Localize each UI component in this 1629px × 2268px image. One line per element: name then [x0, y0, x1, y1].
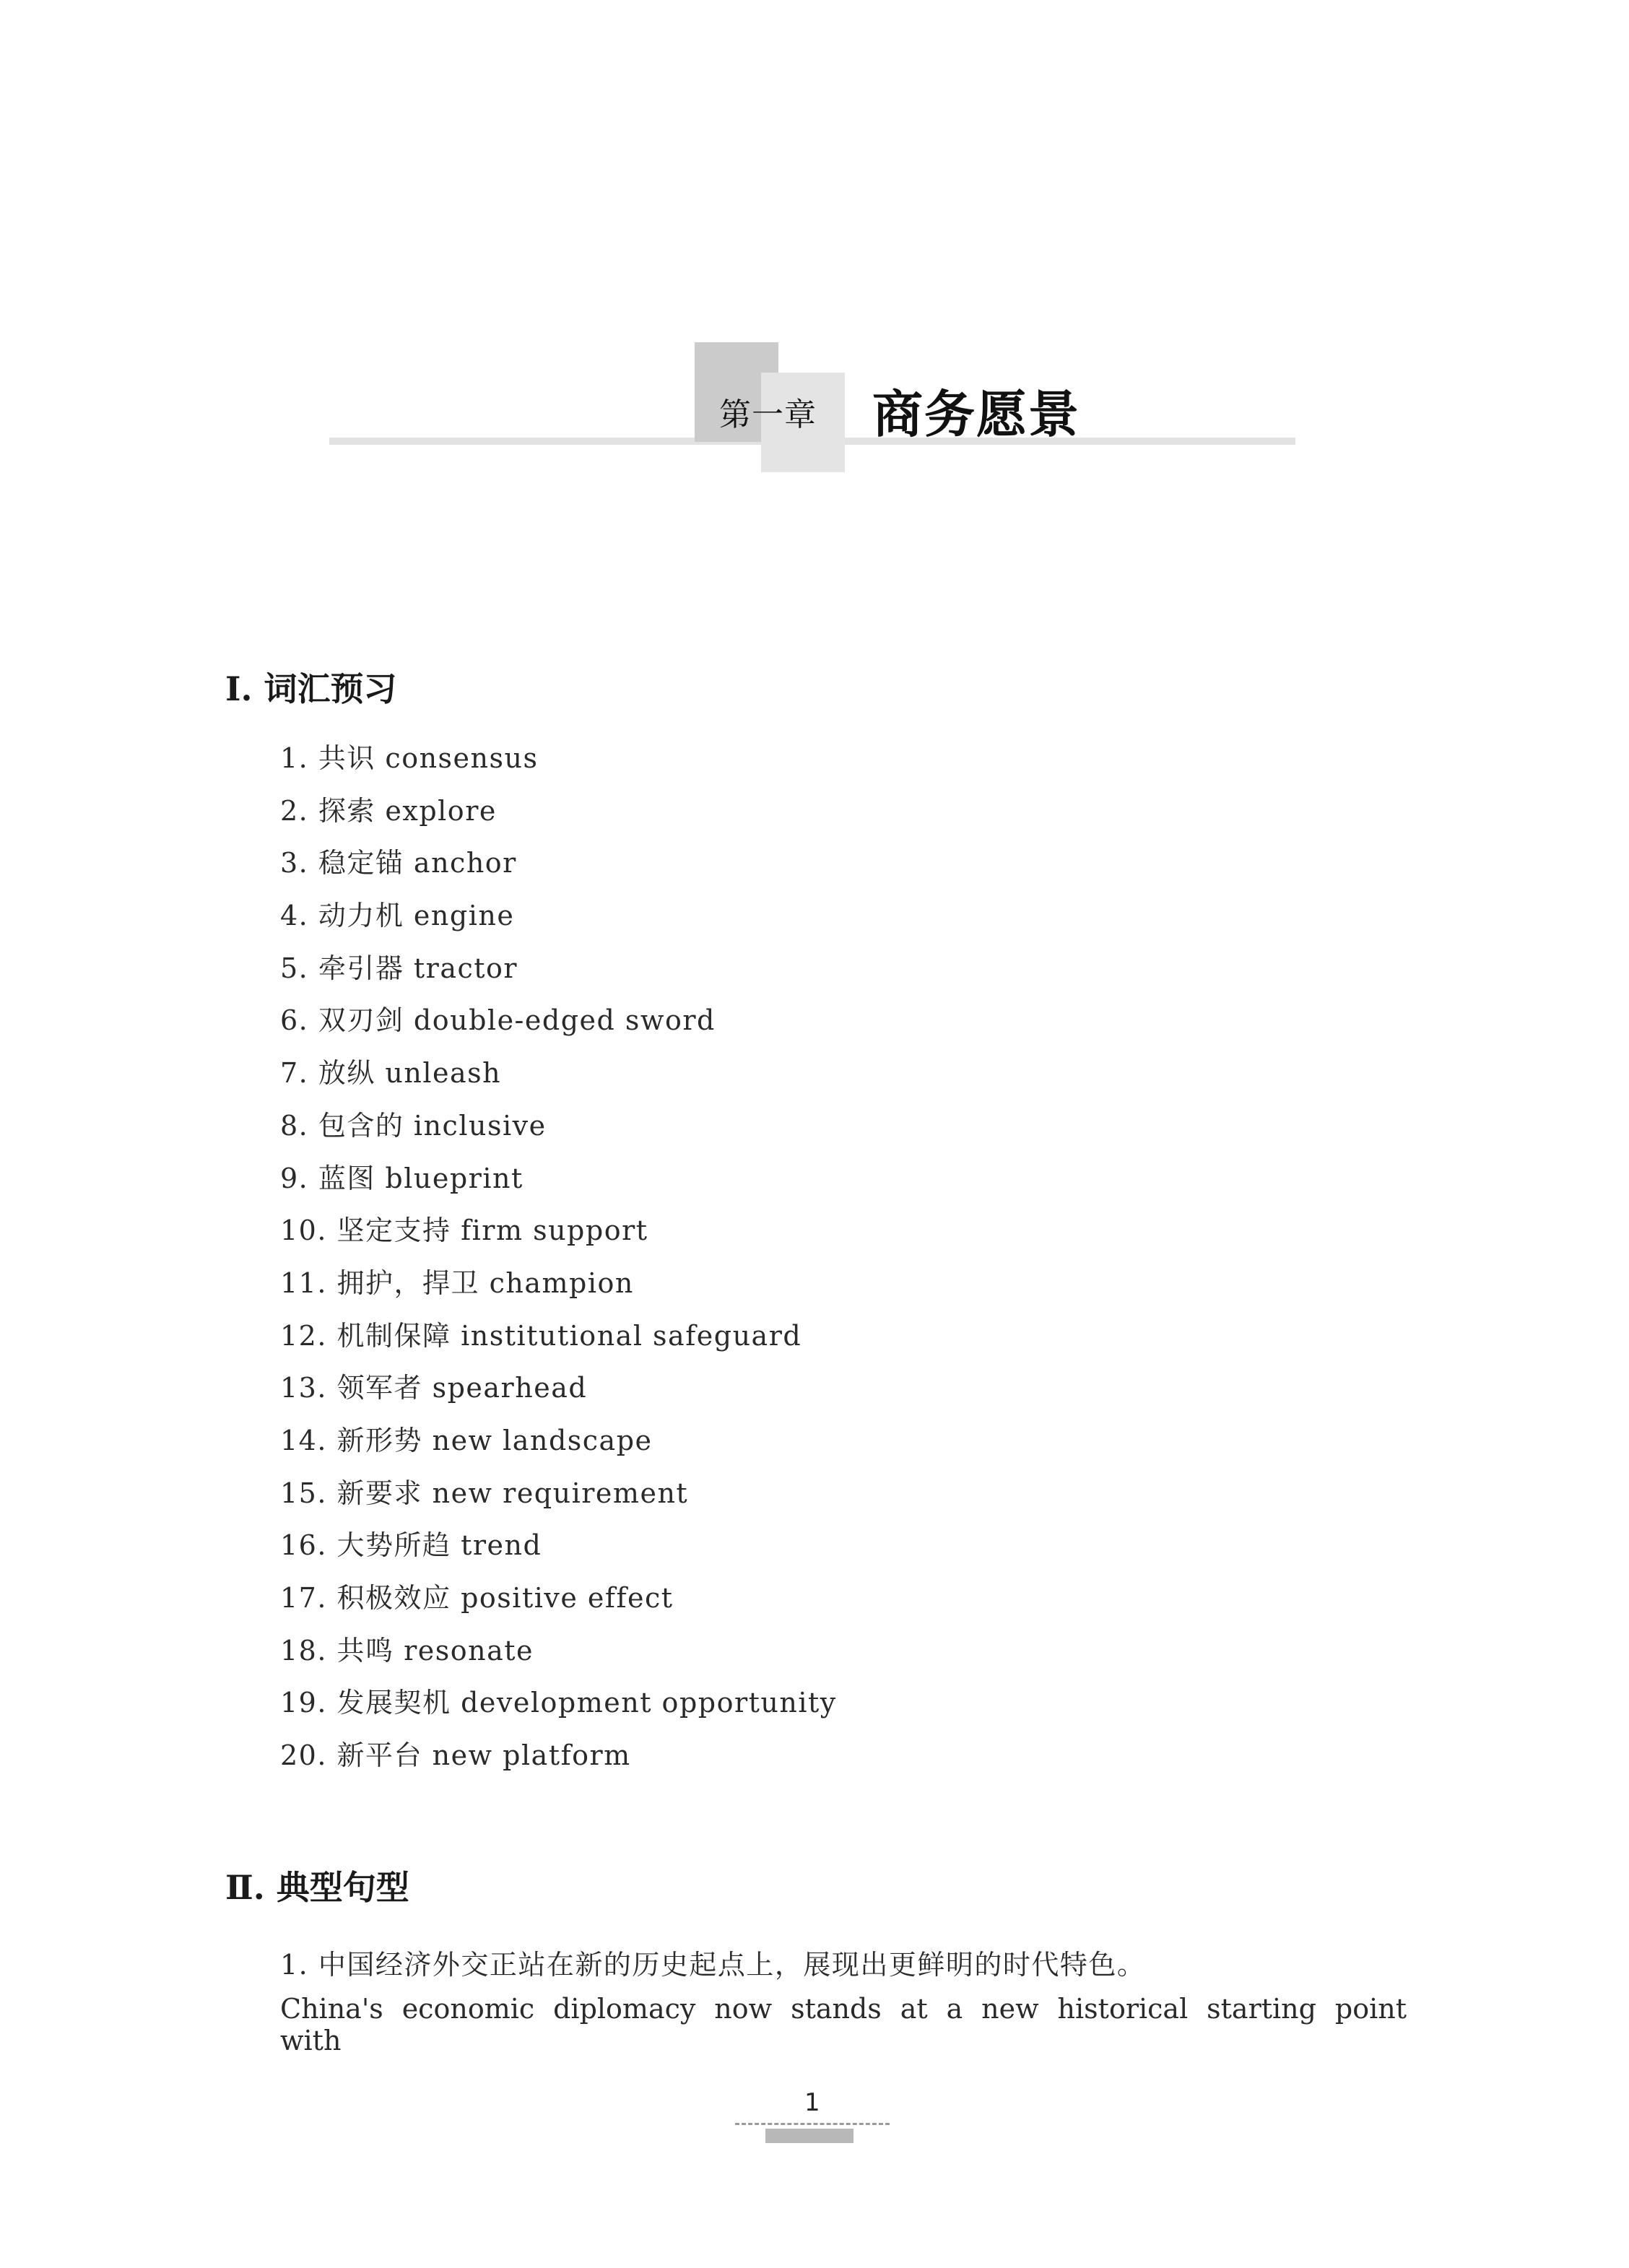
vocab-item: 11. 拥护，捍卫 champion	[280, 1266, 634, 1299]
sentence-1-english: China's economic diplomacy now stands at a new historical starting point with	[280, 1993, 1407, 2056]
vocab-item: 1. 共识 consensus	[280, 742, 539, 774]
sentence-1-chinese: 1. 中国经济外交正站在新的历史起点上，展现出更鲜明的时代特色。	[280, 1949, 1146, 1981]
vocab-item: 14. 新形势 new landscape	[280, 1424, 653, 1456]
vocab-item: 8. 包含的 inclusive	[280, 1109, 547, 1142]
vocab-item: 15. 新要求 new requirement	[280, 1477, 689, 1509]
vocab-item: 7. 放纵 unleash	[280, 1057, 502, 1090]
vocab-item: 12. 机制保障 institutional safeguard	[280, 1319, 802, 1352]
vocab-item: 17. 积极效应 positive effect	[280, 1582, 674, 1614]
sentence-section-title: Ⅱ. 典型句型	[225, 1868, 409, 1907]
footer-bar	[765, 2129, 853, 2143]
vocab-section-title: Ⅰ. 词汇预习	[225, 669, 397, 708]
vocab-item: 3. 稳定锚 anchor	[280, 847, 517, 879]
vocab-item: 10. 坚定支持 firm support	[280, 1215, 648, 1247]
vocab-item: 13. 领军者 spearhead	[280, 1372, 588, 1404]
vocab-item: 19. 发展契机 development opportunity	[280, 1687, 837, 1719]
vocab-item: 16. 大势所趋 trend	[280, 1529, 542, 1562]
vocab-item: 20. 新平台 new platform	[280, 1739, 631, 1772]
vocab-item: 2. 探索 explore	[280, 794, 497, 827]
chapter-number: 第一章	[719, 396, 817, 433]
vocab-item: 6. 双刃剑 double-edged sword	[280, 1004, 716, 1037]
vocab-item: 18. 共鸣 resonate	[280, 1634, 534, 1667]
footer-dashed-rule	[735, 2123, 890, 2125]
vocab-item: 5. 牵引器 tractor	[280, 952, 518, 984]
chapter-title: 商务愿景	[872, 385, 1080, 444]
vocab-item: 4. 动力机 engine	[280, 900, 515, 932]
page-number: 1	[804, 2088, 820, 2117]
vocab-list	[280, 735, 837, 1785]
vocab-item: 9. 蓝图 blueprint	[280, 1162, 524, 1194]
